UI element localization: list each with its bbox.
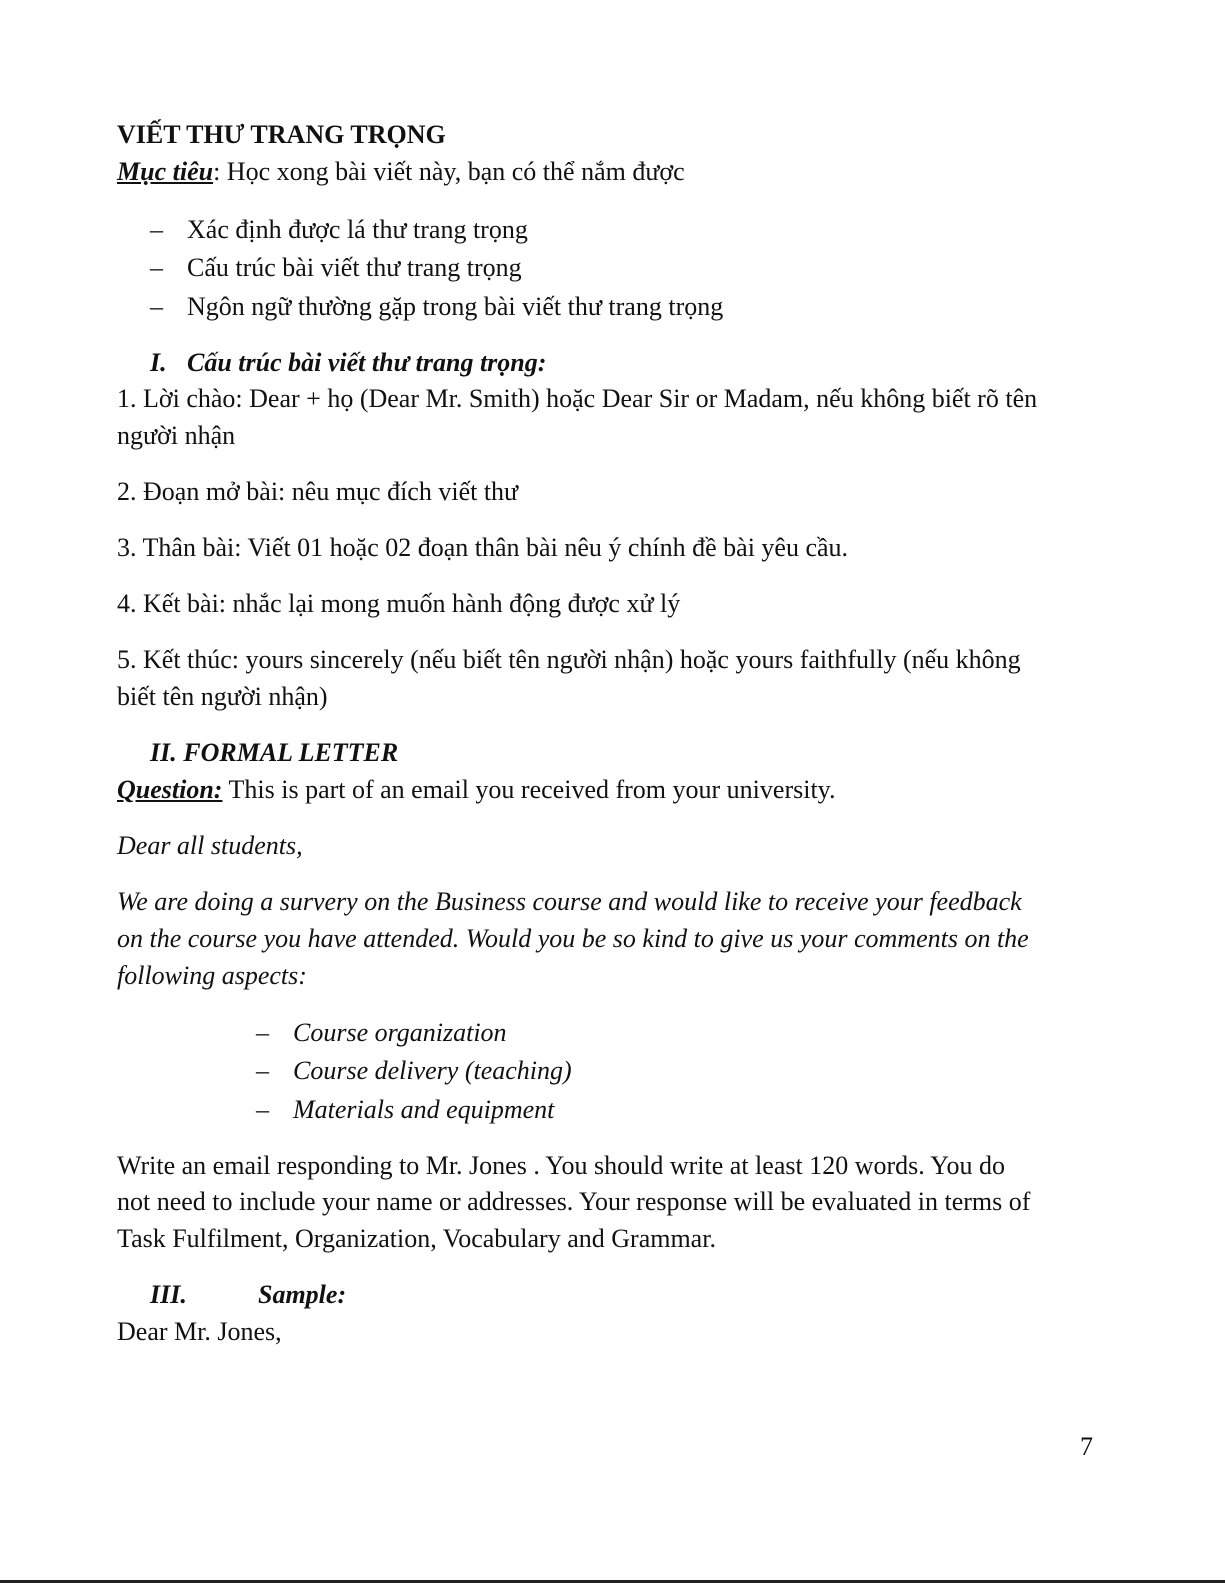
structure-point-1: 1. Lời chào: Dear + họ (Dear Mr. Smith) hoặc Dear Sir or Madam, nếu không biết rõ tên	[117, 384, 1038, 413]
list-item: –	[150, 253, 163, 282]
list-item: –	[256, 1018, 269, 1047]
sample-first-line: Dear Mr. Jones,	[117, 1317, 282, 1346]
list-item-text: Ngôn ngữ thường gặp trong bài viết thư trang trọng	[187, 292, 724, 321]
section3-heading: Sample:	[258, 1280, 347, 1309]
list-item-text: Xác định được lá thư trang trọng	[187, 215, 528, 244]
structure-point-5: 5. Kết thúc: yours sincerely (nếu biết tên người nhận) hoặc yours faithfully (nếu không	[117, 645, 1021, 674]
instruction-line: not need to include your name or addresses. Your response will be evaluated in terms of	[117, 1187, 1031, 1216]
list-item-text: Course organization	[293, 1018, 507, 1047]
page-number: 7	[1080, 1432, 1093, 1461]
email-salutation: Dear all students,	[117, 831, 303, 860]
question-text: This is part of an email you received from your university.	[222, 775, 836, 804]
instruction-line: Task Fulfilment, Organization, Vocabulary and Grammar.	[117, 1224, 716, 1253]
email-body-line: on the course you have attended. Would you be so kind to give us your comments on the	[117, 924, 1029, 953]
question-label: Question:	[117, 775, 223, 804]
email-body-line: following aspects:	[117, 961, 307, 990]
page-title: VIẾT THƯ TRANG TRỌNG	[117, 120, 446, 149]
section3-number: III.	[150, 1280, 187, 1309]
list-item-text: Course delivery (teaching)	[293, 1056, 572, 1085]
section1-heading: Cấu trúc bài viết thư trang trọng:	[187, 348, 547, 377]
structure-point-5-cont: biết tên người nhận)	[117, 682, 328, 711]
section2-heading: II. FORMAL LETTER	[150, 738, 399, 767]
page-bottom-rule	[0, 1580, 1225, 1583]
objective-text: : Học xong bài viết này, bạn có thể nắm được	[213, 157, 685, 186]
list-item: –	[150, 215, 163, 244]
objective-line	[117, 153, 685, 190]
structure-point-4: 4. Kết bài: nhắc lại mong muốn hành động được xử lý	[117, 589, 681, 618]
list-item-text: Cấu trúc bài viết thư trang trọng	[187, 253, 522, 282]
list-item: –	[256, 1056, 269, 1085]
section1-number: I.	[150, 348, 167, 377]
question-line	[117, 771, 835, 808]
structure-point-3: 3. Thân bài: Viết 01 hoặc 02 đoạn thân bài nêu ý chính đề bài yêu cầu.	[117, 533, 849, 562]
objective-label: Mục tiêu	[117, 157, 214, 186]
structure-point-1-cont: người nhận	[117, 421, 236, 450]
email-body-line: We are doing a survery on the Business course and would like to receive your feedback	[117, 887, 1022, 916]
list-item: –	[150, 292, 163, 321]
structure-point-2: 2. Đoạn mở bài: nêu mục đích viết thư	[117, 477, 519, 506]
list-item: –	[256, 1095, 269, 1124]
instruction-line: Write an email responding to Mr. Jones . You should write at least 120 words. You do	[117, 1151, 1005, 1180]
list-item-text: Materials and equipment	[293, 1095, 555, 1124]
